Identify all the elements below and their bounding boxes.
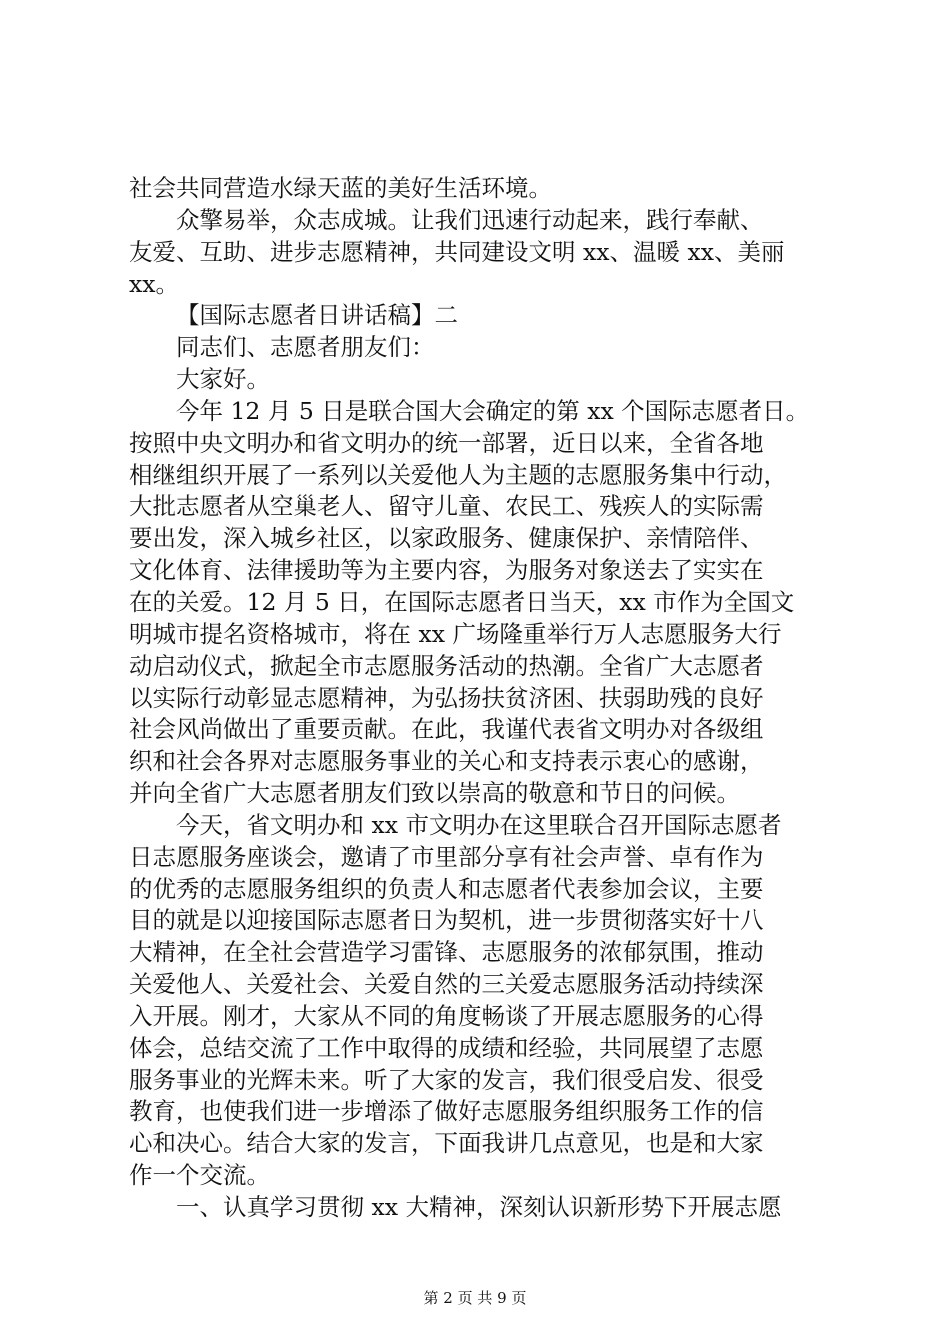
text-line: 入开展。刚才，大家从不同的角度畅谈了开展志愿服务的心得 — [129, 1001, 764, 1030]
text-line: 以实际行动彰显志愿精神，为弘扬扶贫济困、扶弱助残的良好 — [129, 683, 764, 712]
text-line: 体会，总结交流了工作中取得的成绩和经验，共同展望了志愿 — [129, 1033, 764, 1062]
text-line: 按照中央文明办和省文明办的统一部署，近日以来，全省各地 — [129, 428, 764, 457]
text-line: 心和决心。结合大家的发言，下面我讲几点意见，也是和大家 — [129, 1129, 764, 1158]
text-line: 教育，也使我们进一步增添了做好志愿服务组织服务工作的信 — [129, 1097, 764, 1126]
document-body — [129, 173, 831, 1224]
text-line: 日志愿服务座谈会，邀请了市里部分享有社会声誉、卓有作为 — [129, 842, 764, 871]
text-line: 大精神，在全社会营造学习雷锋、志愿服务的浓郁氛围，推动 — [129, 938, 764, 967]
page-footer: 第 2 页 共 9 页 — [423, 1289, 527, 1307]
text-line: 社会风尚做出了重要贡献。在此，我谨代表省文明办对各级组 — [129, 715, 764, 744]
text-line: 目的就是以迎接国际志愿者日为契机，进一步贯彻落实好十八 — [129, 906, 764, 935]
text-line: 众擎易举，众志成城。让我们迅速行动起来，践行奉献、 — [176, 205, 764, 234]
text-line: 社会共同营造水绿天蓝的美好生活环境。 — [129, 174, 552, 202]
text-line: 的优秀的志愿服务组织的负责人和志愿者代表参加会议，主要 — [129, 874, 764, 903]
text-line: 友爱、互助、进步志愿精神，共同建设文明 xx、温暖 xx、美丽 — [129, 237, 785, 266]
text-line: 同志们、志愿者朋友们： — [176, 333, 435, 362]
text-line: 【国际志愿者日讲话稿】二 — [176, 301, 458, 330]
text-line: 今年 12 月 5 日是联合国大会确定的第 xx 个国际志愿者日。 — [176, 396, 810, 425]
text-line: 在的关爱。12 月 5 日，在国际志愿者日当天，xx 市作为全国文 — [129, 587, 795, 616]
text-line: 今天，省文明办和 xx 市文明办在这里联合召开国际志愿者 — [176, 810, 782, 839]
text-line: 织和社会各界对志愿服务事业的关心和支持表示衷心的感谢， — [129, 747, 764, 776]
text-line: 大批志愿者从空巢老人、留守儿童、农民工、残疾人的实际需 — [129, 492, 764, 521]
text-line: 动启动仪式，掀起全市志愿服务活动的热潮。全省广大志愿者 — [129, 651, 764, 680]
text-line: 明城市提名资格城市，将在 xx 广场隆重举行万人志愿服务大行 — [129, 619, 782, 648]
text-line: 相继组织开展了一系列以关爱他人为主题的志愿服务集中行动， — [129, 460, 787, 489]
text-line: 作一个交流。 — [129, 1161, 270, 1190]
text-line: xx。 — [129, 269, 180, 298]
text-line: 文化体育、法律援助等为主要内容，为服务对象送去了实实在 — [129, 556, 764, 585]
text-line: 关爱他人、关爱社会、关爱自然的三关爱志愿服务活动持续深 — [129, 970, 764, 999]
text-line: 一、认真学习贯彻 xx 大精神，深刻认识新形势下开展志愿 — [176, 1193, 782, 1221]
text-line: 要出发，深入城乡社区，以家政服务、健康保护、亲情陪伴、 — [129, 524, 764, 553]
text-line: 服务事业的光辉未来。听了大家的发言，我们很受启发、很受 — [129, 1065, 764, 1094]
text-line: 大家好。 — [176, 365, 270, 394]
text-line: 并向全省广大志愿者朋友们致以崇高的敬意和节日的问候。 — [129, 779, 740, 808]
